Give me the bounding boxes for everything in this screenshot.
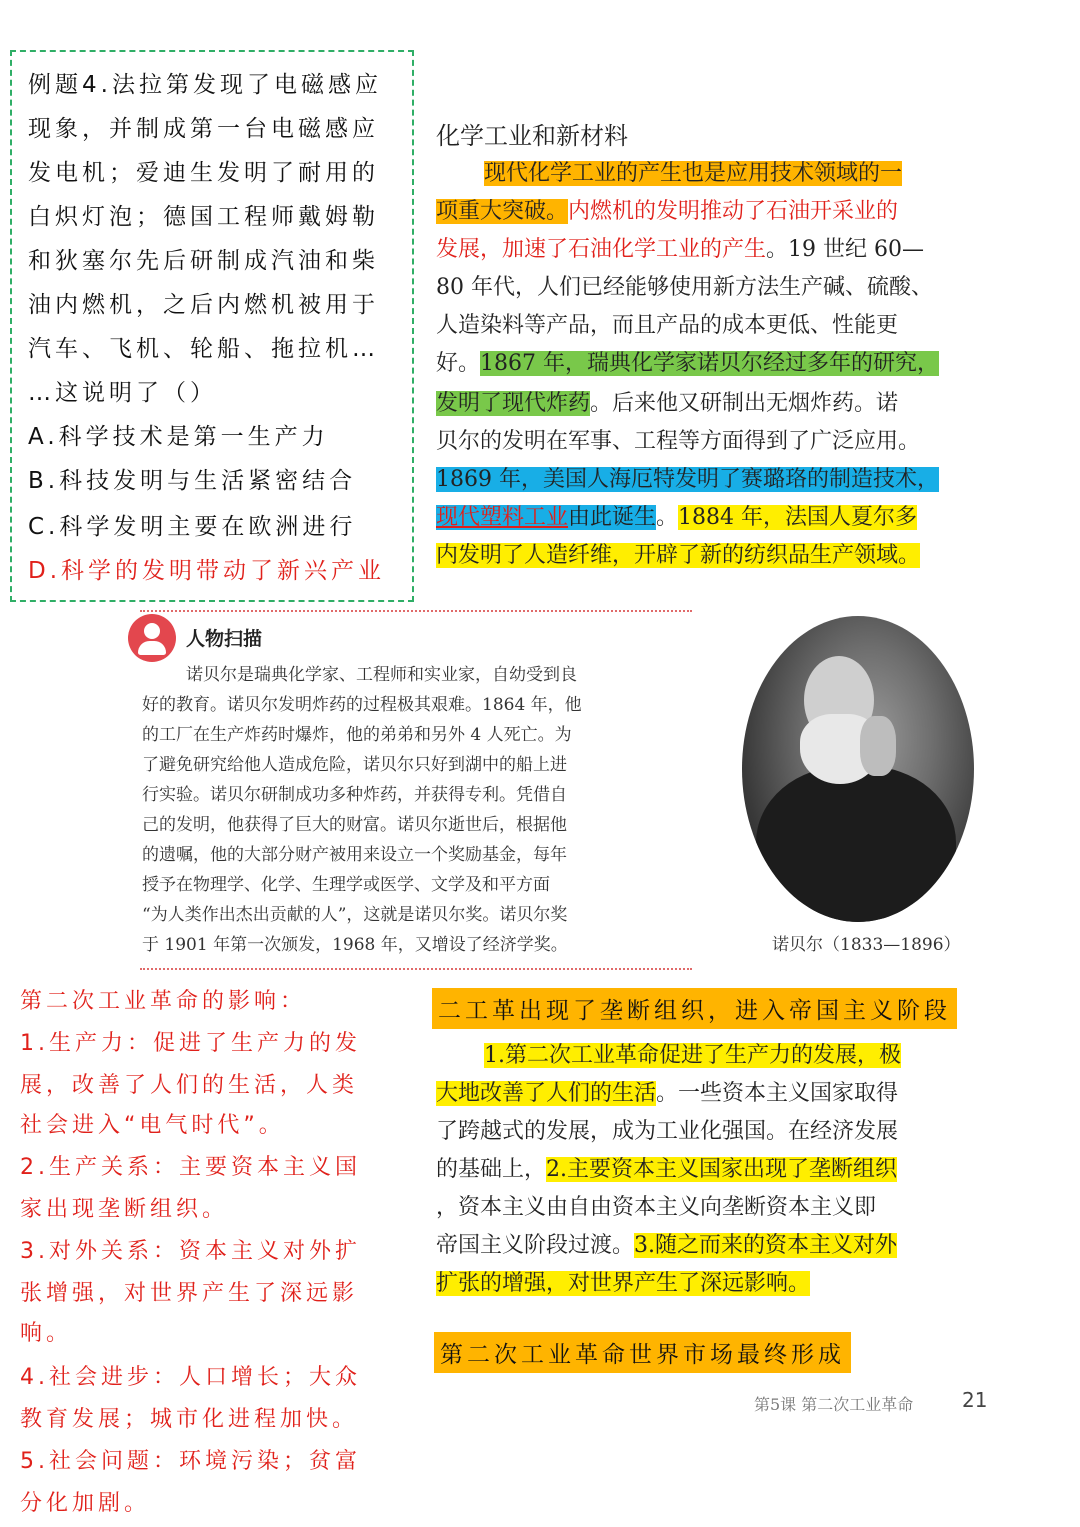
nobel-portrait <box>742 616 974 922</box>
text-line: 好。1867 年，瑞典化学家诺贝尔经过多年的研究， <box>436 351 939 376</box>
text-line: 现代塑料工业由此诞生。1884 年，法国人夏尔多 <box>436 505 918 530</box>
note-line: 社会进入“电气时代”。 <box>20 1113 285 1138</box>
note-line: 分化加剧。 <box>20 1491 151 1516</box>
market-banner: 第二次工业革命世界市场最终形成 <box>434 1332 851 1373</box>
text-line: 80 年代，人们已经能够使用新方法生产碱、硫酸、 <box>436 275 933 300</box>
text-line: 扩张的增强，对世界产生了深远影响。 <box>436 1271 811 1296</box>
example-question-box <box>10 50 414 602</box>
note-line: 第二次工业革命的影响： <box>20 989 307 1014</box>
divider <box>140 968 692 970</box>
text-line: 人造染料等产品，而且产品的成本更低、性能更 <box>436 313 899 338</box>
text-line: 的基础上，2.主要资本主义国家出现了垄断组织 <box>436 1157 898 1182</box>
note-line: 4.社会进步：人口增长；大众 <box>20 1365 361 1390</box>
scan-line: 己的发明，他获得了巨大的财富。诺贝尔逝世后，根据他 <box>142 815 567 835</box>
scan-line: 诺贝尔是瑞典化学家、工程师和实业家，自幼受到良 <box>186 665 577 685</box>
text-line: 发展，加速了石油化学工业的产生。19 世纪 60— <box>436 237 924 262</box>
text-line: 发明了现代炸药。后来他又研制出无烟炸药。诺 <box>436 391 899 416</box>
divider <box>140 610 692 612</box>
scan-line: 了避免研究给他人造成危险，诺贝尔只好到湖中的船上进 <box>142 755 567 775</box>
impact-banner: 二工革出现了垄断组织，进入帝国主义阶段 <box>432 988 957 1029</box>
text-line: 1869 年，美国人海厄特发明了赛璐珞的制造技术， <box>436 467 939 492</box>
section-title: 化学工业和新材料 <box>436 122 628 150</box>
example-line: 例题4.法拉第发现了电磁感应 <box>28 72 382 98</box>
scan-line: 于 1901 年第一次颁发，1968 年，又增设了经济学奖。 <box>142 935 568 955</box>
note-line: 5.社会问题：环境污染；贫富 <box>20 1449 361 1474</box>
text-line: 贝尔的发明在军事、工程等方面得到了广泛应用。 <box>436 429 921 454</box>
text-line: 内发明了人造纤维，开辟了新的纺织品生产领域。 <box>436 543 921 568</box>
option-b: B.科技发明与生活紧密结合 <box>28 468 357 494</box>
scan-line: 授予在物理学、化学、生理学或医学、文学及和平方面 <box>142 875 550 895</box>
text-line: 项重大突破。内燃机的发明推动了石油开采业的 <box>436 199 899 224</box>
scan-line: 行实验。诺贝尔研制成功多种炸药，并获得专利。凭借自 <box>142 785 567 805</box>
option-d-answer: D.科学的发明带动了新兴产业 <box>28 558 386 584</box>
portrait-caption: 诺贝尔（1833—1896） <box>772 935 961 955</box>
note-line: 展，改善了人们的生活，人类 <box>20 1073 359 1098</box>
option-c: C.科学发明主要在欧洲进行 <box>28 514 357 540</box>
note-line: 张增强，对世界产生了深远影 <box>20 1281 359 1306</box>
text-line: 帝国主义阶段过渡。3.随之而来的资本主义对外 <box>436 1233 898 1258</box>
scan-line: “为人类作出杰出贡献的人”，这就是诺贝尔奖。诺贝尔奖 <box>142 905 568 925</box>
example-line: 和狄塞尔先后研制成汽油和柴 <box>28 248 379 274</box>
page-number: 21 <box>962 1388 988 1412</box>
note-line: 3.对外关系：资本主义对外扩 <box>20 1239 361 1264</box>
text-line: 现代化学工业的产生也是应用技术领域的一 <box>484 161 903 186</box>
note-line: 教育发展；城市化进程加快。 <box>20 1407 359 1432</box>
text-line: ，资本主义由自由资本主义向垄断资本主义即 <box>436 1195 877 1220</box>
example-line: 现象，并制成第一台电磁感应 <box>28 116 379 142</box>
scan-line: 好的教育。诺贝尔发明炸药的过程极其艰难。1864 年，他 <box>142 695 582 715</box>
text-line: 了跨越式的发展，成为工业化强国。在经济发展 <box>436 1119 899 1144</box>
example-line: 发电机；爱迪生发明了耐用的 <box>28 160 379 186</box>
text-line: 1.第二次工业革命促进了生产力的发展，极 <box>484 1043 901 1068</box>
example-line: 白炽灯泡；德国工程师戴姆勒 <box>28 204 379 230</box>
lesson-footer: 第5课 第二次工业革命 <box>754 1395 914 1414</box>
option-a: A.科学技术是第一生产力 <box>28 424 329 450</box>
example-line: 油内燃机，之后内燃机被用于 <box>28 292 379 318</box>
scan-line: 的工厂在生产炸药时爆炸，他的弟弟和另外 4 人死亡。为 <box>142 725 572 745</box>
person-icon <box>128 614 176 662</box>
example-line: …这说明了（） <box>28 380 217 406</box>
example-line: 汽车、飞机、轮船、拖拉机… <box>28 336 379 362</box>
note-line: 2.生产关系：主要资本主义国 <box>20 1155 361 1180</box>
scan-title: 人物扫描 <box>186 628 263 650</box>
note-line: 1.生产力：促进了生产力的发 <box>20 1031 361 1056</box>
note-line: 响。 <box>20 1321 73 1346</box>
scan-line: 的遗嘱，他的大部分财产被用来设立一个奖励基金，每年 <box>142 845 567 865</box>
note-line: 家出现垄断组织。 <box>20 1197 229 1222</box>
text-line: 大地改善了人们的生活。一些资本主义国家取得 <box>436 1081 899 1106</box>
